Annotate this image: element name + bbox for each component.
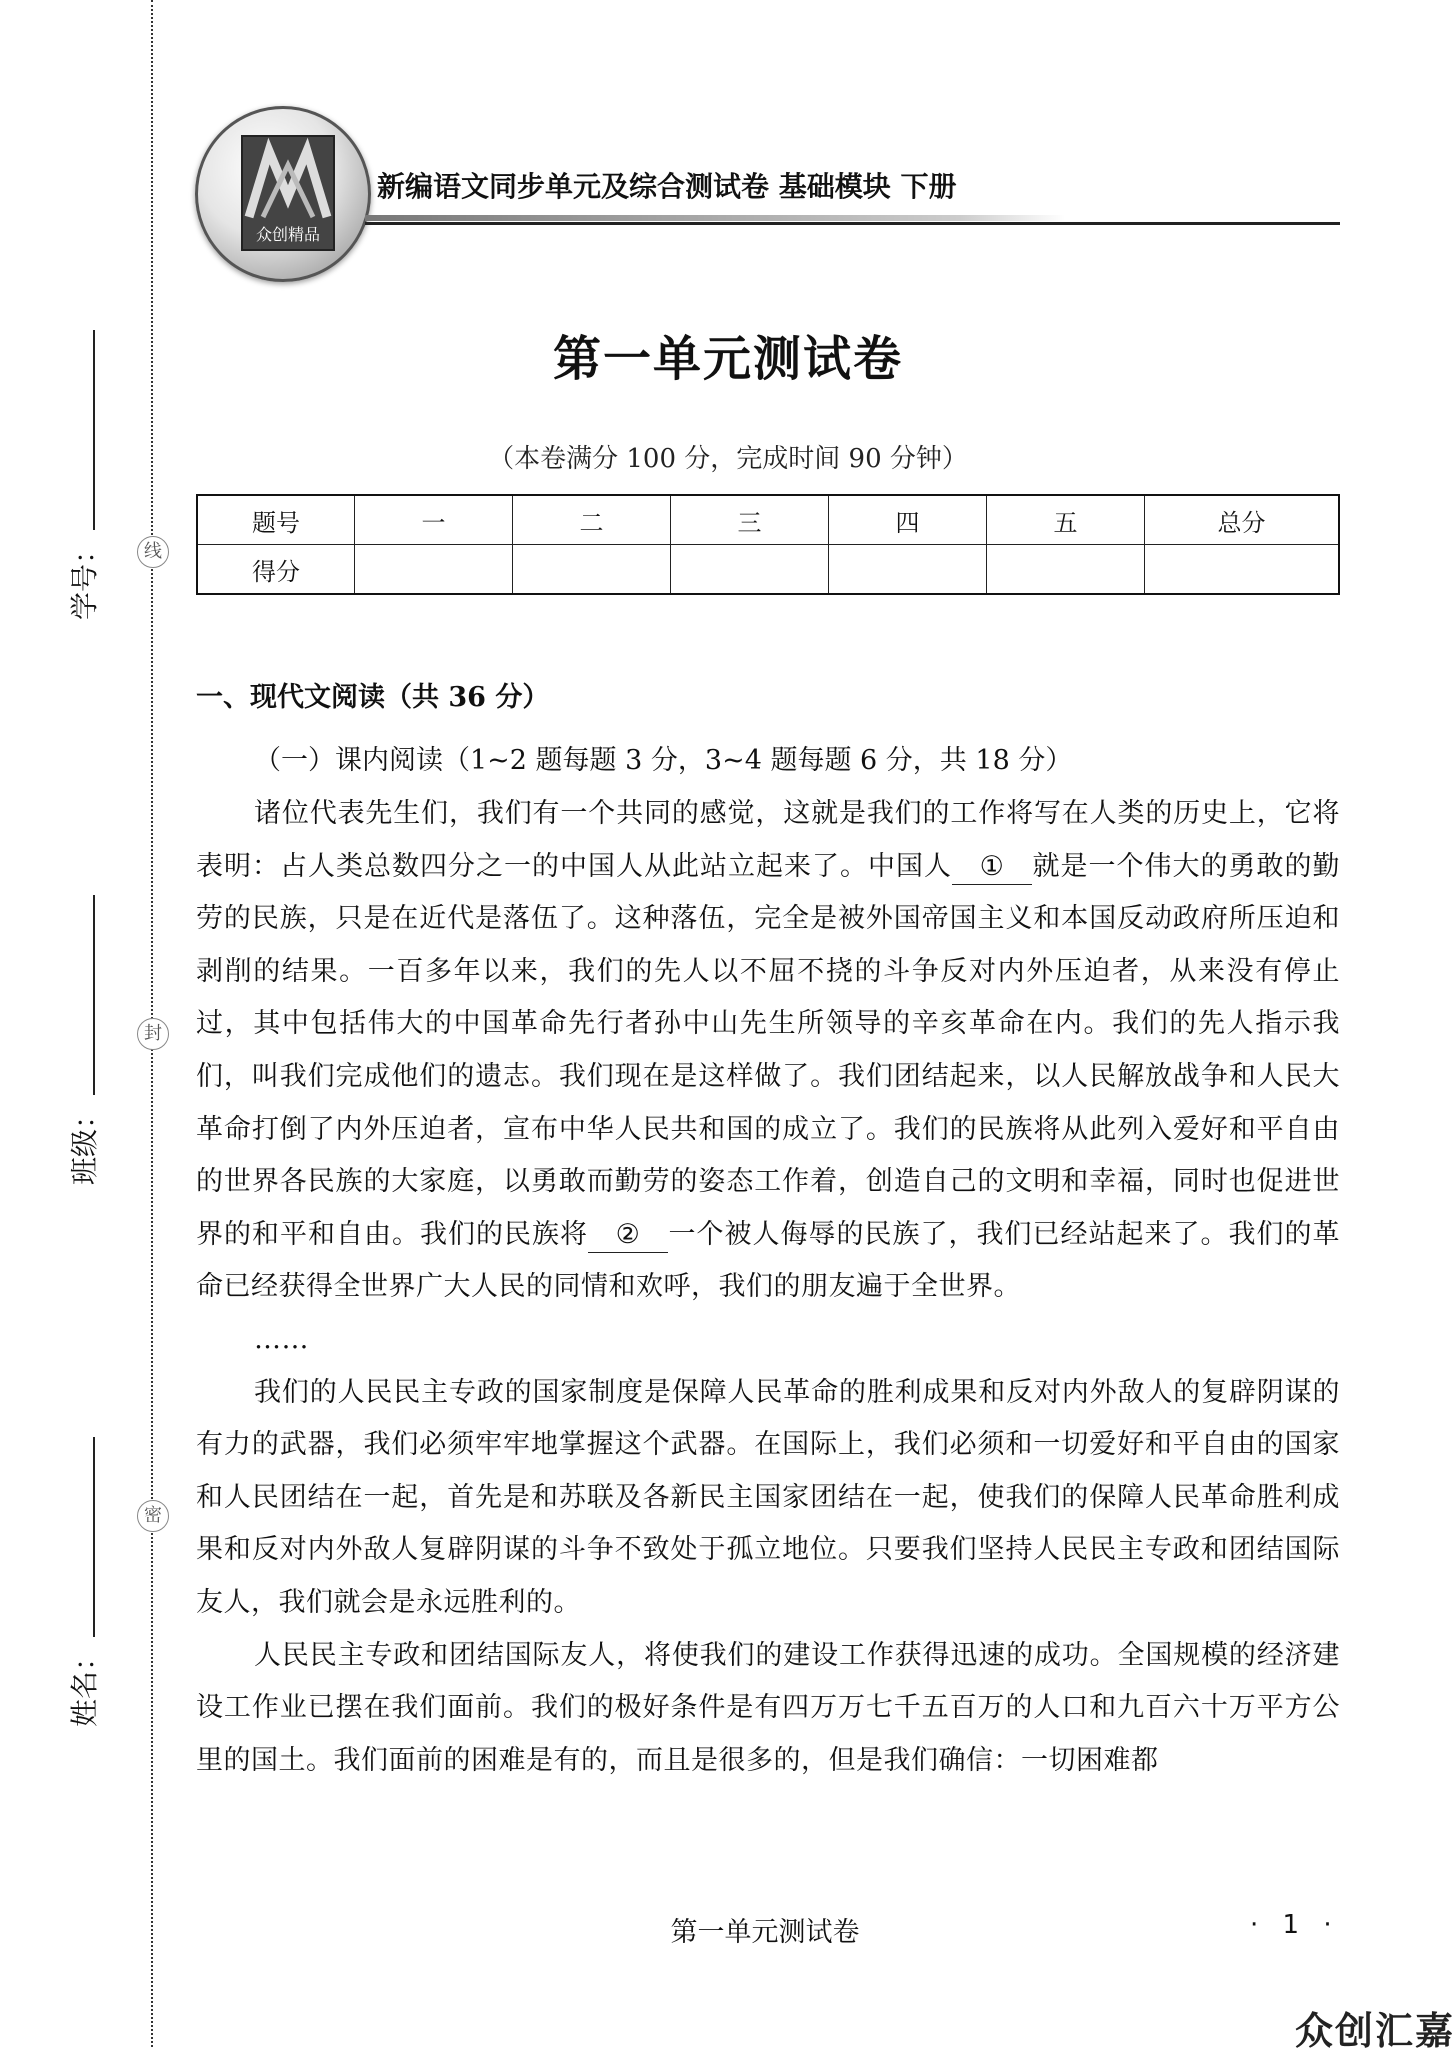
passage-paragraph: 人民民主专政和团结国际友人，将使我们的建设工作获得迅速的成功。全国规模的经济建设工作业已摆在我们面前。我们的极好条件是有四万万七千五百万的人口和九百六十万平方公里的国土。我们面前的困难是有的，而且是很多的，但是我们确信：一切困难都 — [196, 1639, 1340, 1776]
table-cell: 题号 — [197, 495, 355, 545]
page-number: · 1 · — [1250, 1910, 1340, 1940]
header-rule-shade — [365, 215, 1065, 221]
name-field[interactable] — [60, 1437, 120, 1737]
logo-mark-icon — [241, 135, 335, 251]
page-title: 第一单元测试卷 — [552, 331, 903, 387]
section-heading: 一、现代文阅读（共 36 分） — [196, 682, 550, 713]
table-cell: 五 — [987, 495, 1145, 545]
header-rule — [365, 222, 1340, 225]
score-input-cell[interactable] — [829, 545, 987, 595]
sub-section-heading: （一）课内阅读（1~2 题每题 3 分，3~4 题每题 6 分，共 18 分） — [254, 745, 1073, 776]
passage-ellipsis: …… — [254, 1323, 309, 1355]
score-input-cell[interactable] — [671, 545, 829, 595]
table-cell: 得分 — [197, 545, 355, 595]
score-input-cell[interactable] — [1145, 545, 1340, 595]
publisher-logo — [195, 106, 371, 282]
table-cell: 一 — [355, 495, 513, 545]
score-table-header-row — [197, 495, 1339, 545]
logo-text: 众创精品 — [255, 225, 320, 244]
table-cell: 三 — [671, 495, 829, 545]
paragraph-text: 一个被人侮辱的民族了，我们已经站起来了。我们的革命已经获得全世界广大人民的同情和欢呼，我们的朋友遍于全世界。 — [196, 1218, 1340, 1303]
class-label: 班级： — [68, 1100, 101, 1185]
score-input-cell[interactable] — [513, 545, 671, 595]
passage-paragraph — [196, 788, 1340, 1314]
watermark: 众创汇嘉 — [1295, 2009, 1455, 2053]
seal-char-secret: 密 — [137, 1500, 169, 1532]
table-cell: 总分 — [1145, 495, 1340, 545]
blank-1[interactable]: ① — [952, 850, 1032, 885]
seal-char-seal: 封 — [137, 1018, 169, 1050]
score-input-cell[interactable] — [355, 545, 513, 595]
score-table — [196, 494, 1340, 595]
student-id-label: 学号： — [68, 535, 101, 620]
paragraph-text: 就是一个伟大的勇敢的勤劳的民族，只是在近代是落伍了。这种落伍，完全是被外国帝国主义和本国反动政府所压迫和剥削的结果。一百多年以来，我们的先人以不屈不挠的斗争反对内外压迫者，从来没有停止过，其中包括伟大的中国革命先行者孙中山先生所领导的辛亥革命在内。我们的先人指示我们，叫我们完成他们的遗志。我们现在是这样做了。我们团结起来，以人民解放战争和人民大革命打倒了内外压迫者，宣布中华人民共和国的成立了。我们的民族将从此列入爱好和平自由的世界各民族的大家庭，以勇敢而勤劳的姿态工作着，创造自己的文明和幸福，同时也促进世界的和平和自由。我们的民族将 — [196, 850, 1340, 1250]
passage-paragraph: 我们的人民民主专政的国家制度是保障人民革命的胜利成果和反对内外敌人的复辟阴谋的有力的武器，我们必须牢牢地掌握这个武器。在国际上，我们必须和一切爱好和平自由的国家和人民团结在一起，首先是和苏联及各新民主国家团结在一起，使我们的保障人民革命胜利成果和反对内外敌人复辟阴谋的斗争不致处于孤立地位。只要我们坚持人民民主专政和团结国际友人，我们就会是永远胜利的。 — [196, 1376, 1340, 1618]
score-input-cell[interactable] — [987, 545, 1145, 595]
blank-2[interactable]: ② — [588, 1218, 668, 1253]
seal-char-line: 线 — [137, 536, 169, 568]
class-field[interactable] — [60, 895, 120, 1195]
paragraph-text: 诸位代表先生们，我们有一个共同的感觉，这就是我们的工作将写在人类的历史上，它将表明：占人类总数四分之一的中国人从此站立起来了。中国人 — [196, 798, 1340, 882]
footer-title: 第一单元测试卷 — [670, 1917, 860, 1948]
series-title: 新编语文同步单元及综合测试卷 基础模块 下册 — [377, 170, 957, 203]
reading-passage — [196, 788, 1340, 1787]
name-label: 姓名： — [68, 1642, 101, 1727]
score-table-score-row — [197, 545, 1339, 595]
table-cell: 四 — [829, 495, 987, 545]
table-cell: 二 — [513, 495, 671, 545]
page-subtitle: （本卷满分 100 分，完成时间 90 分钟） — [488, 444, 968, 474]
